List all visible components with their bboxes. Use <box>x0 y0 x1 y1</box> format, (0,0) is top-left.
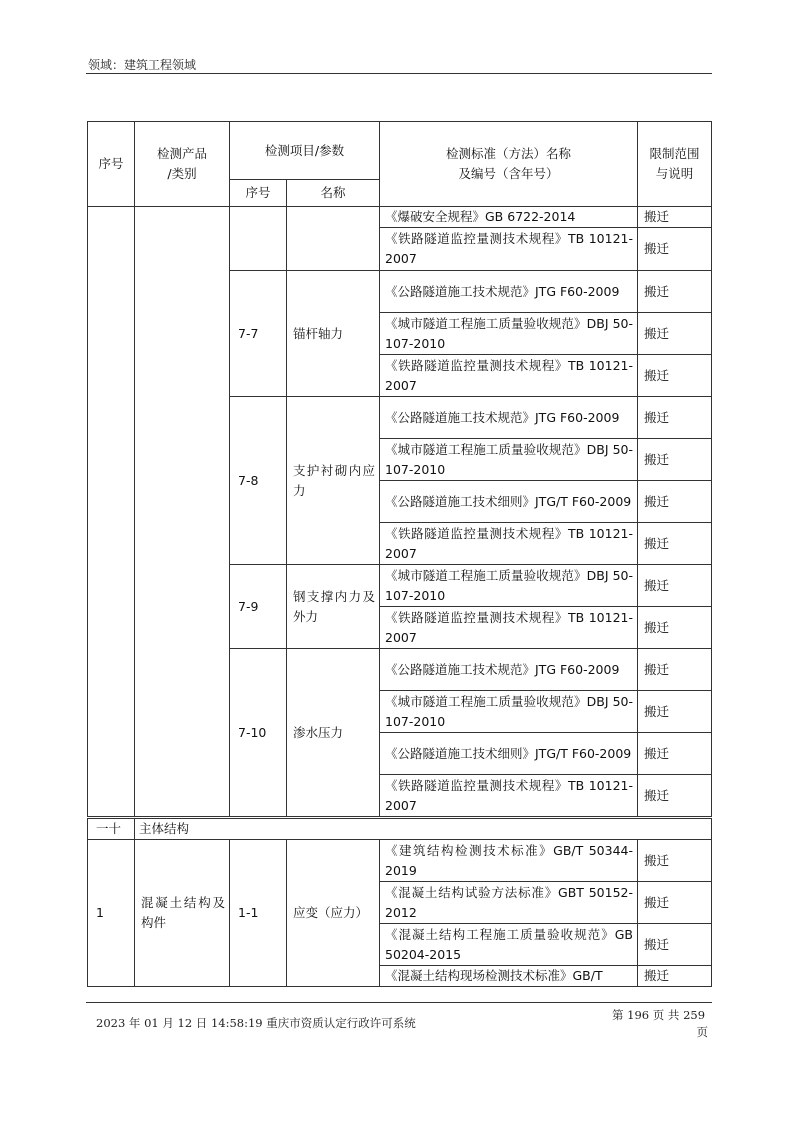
item-seq-7-7: 7-7 <box>230 271 287 397</box>
standard-cell: 《铁路隧道监控量测技术规程》TB 10121-2007 <box>380 228 638 271</box>
item-name-7-7: 锚杆轴力 <box>287 271 380 397</box>
cont-item-name-cell <box>287 207 380 271</box>
item-seq-7-10: 7-10 <box>230 649 287 817</box>
header-items: 检测项目/参数 <box>230 122 380 180</box>
section-title: 主体结构 <box>135 819 712 840</box>
standard-cell: 《城市隧道工程施工质量验收规范》DBJ 50-107-2010 <box>380 313 638 355</box>
item-seq-1-1: 1-1 <box>230 840 287 987</box>
standard-cell: 《公路隧道施工技术细则》JTG/T F60-2009 <box>380 481 638 523</box>
limit-cell: 搬迁 <box>638 775 712 817</box>
standard-cell: 《铁路隧道监控量测技术规程》TB 10121-2007 <box>380 523 638 565</box>
standard-cell: 《混凝土结构试验方法标准》GBT 50152-2012 <box>380 882 638 924</box>
standard-cell: 《建筑结构检测技术标准》GB/T 50344-2019 <box>380 840 638 882</box>
standard-cell: 《混凝土结构工程施工质量验收规范》GB 50204-2015 <box>380 924 638 966</box>
standard-cell: 《公路隧道施工技术规范》JTG F60-2009 <box>380 397 638 439</box>
standard-cell: 《城市隧道工程施工质量验收规范》DBJ 50-107-2010 <box>380 439 638 481</box>
limit-cell: 搬迁 <box>638 565 712 607</box>
header-item-name: 名称 <box>287 180 380 207</box>
standard-cell: 《城市隧道工程施工质量验收规范》DBJ 50-107-2010 <box>380 565 638 607</box>
standard-cell: 《公路隧道施工技术规范》JTG F60-2009 <box>380 649 638 691</box>
limit-cell: 搬迁 <box>638 840 712 882</box>
limit-cell: 搬迁 <box>638 691 712 733</box>
limit-cell: 搬迁 <box>638 313 712 355</box>
standard-cell: 《铁路隧道监控量测技术规程》TB 10121-2007 <box>380 607 638 649</box>
limit-cell: 搬迁 <box>638 481 712 523</box>
product-name: 混凝土结构及构件 <box>135 840 230 987</box>
footer-page-line1: 第 196 页 共 259 <box>612 1008 706 1022</box>
header-product: 检测产品 /类别 <box>135 122 230 207</box>
limit-cell: 搬迁 <box>638 228 712 271</box>
limit-cell: 搬迁 <box>638 966 712 987</box>
limit-cell: 搬迁 <box>638 882 712 924</box>
header-domain-label: 领域：建筑工程领域 <box>88 58 197 72</box>
header-limit: 限制范围 与说明 <box>638 122 712 207</box>
main-structure-table <box>87 818 712 987</box>
footer-timestamp-system: 2023 年 01 月 12 日 14:58:19 重庆市资质认定行政许可系统 <box>96 1016 416 1030</box>
footer-page-line2: 页 <box>696 1025 708 1039</box>
section-seq: 一十 <box>88 819 135 840</box>
item-seq-7-9: 7-9 <box>230 565 287 649</box>
limit-cell: 搬迁 <box>638 607 712 649</box>
limit-cell: 搬迁 <box>638 207 712 228</box>
header-rule <box>86 73 712 74</box>
limit-cell: 搬迁 <box>638 649 712 691</box>
footer-rule <box>86 1002 712 1003</box>
cont-product-cell <box>135 207 230 817</box>
limit-cell: 搬迁 <box>638 397 712 439</box>
item-name-7-10: 渗水压力 <box>287 649 380 817</box>
standard-cell: 《城市隧道工程施工质量验收规范》DBJ 50-107-2010 <box>380 691 638 733</box>
standard-cell: 《公路隧道施工技术规范》JTG F60-2009 <box>380 271 638 313</box>
limit-cell: 搬迁 <box>638 924 712 966</box>
cont-item-seq-cell <box>230 207 287 271</box>
item-name-7-9: 钢支撑内力及外力 <box>287 565 380 649</box>
item-name-1-1: 应变（应力） <box>287 840 380 987</box>
standard-cell: 《爆破安全规程》GB 6722-2014 <box>380 207 638 228</box>
limit-cell: 搬迁 <box>638 355 712 397</box>
limit-cell: 搬迁 <box>638 523 712 565</box>
limit-cell: 搬迁 <box>638 733 712 775</box>
inspection-standards-table <box>87 121 712 817</box>
footer-page-info <box>612 1007 708 1041</box>
item-name-7-8: 支护衬砌内应力 <box>287 397 380 565</box>
product-seq: 1 <box>88 840 135 987</box>
header-standard: 检测标准（方法）名称 及编号（含年号） <box>380 122 638 207</box>
cont-seq-cell <box>88 207 135 817</box>
standard-cell: 《铁路隧道监控量测技术规程》TB 10121-2007 <box>380 355 638 397</box>
limit-cell: 搬迁 <box>638 271 712 313</box>
standard-cell: 《公路隧道施工技术细则》JTG/T F60-2009 <box>380 733 638 775</box>
limit-cell: 搬迁 <box>638 439 712 481</box>
standard-cell: 《铁路隧道监控量测技术规程》TB 10121-2007 <box>380 775 638 817</box>
item-seq-7-8: 7-8 <box>230 397 287 565</box>
header-seq: 序号 <box>88 122 135 207</box>
header-item-seq: 序号 <box>230 180 287 207</box>
standard-cell: 《混凝土结构现场检测技术标准》GB/T <box>380 966 638 987</box>
